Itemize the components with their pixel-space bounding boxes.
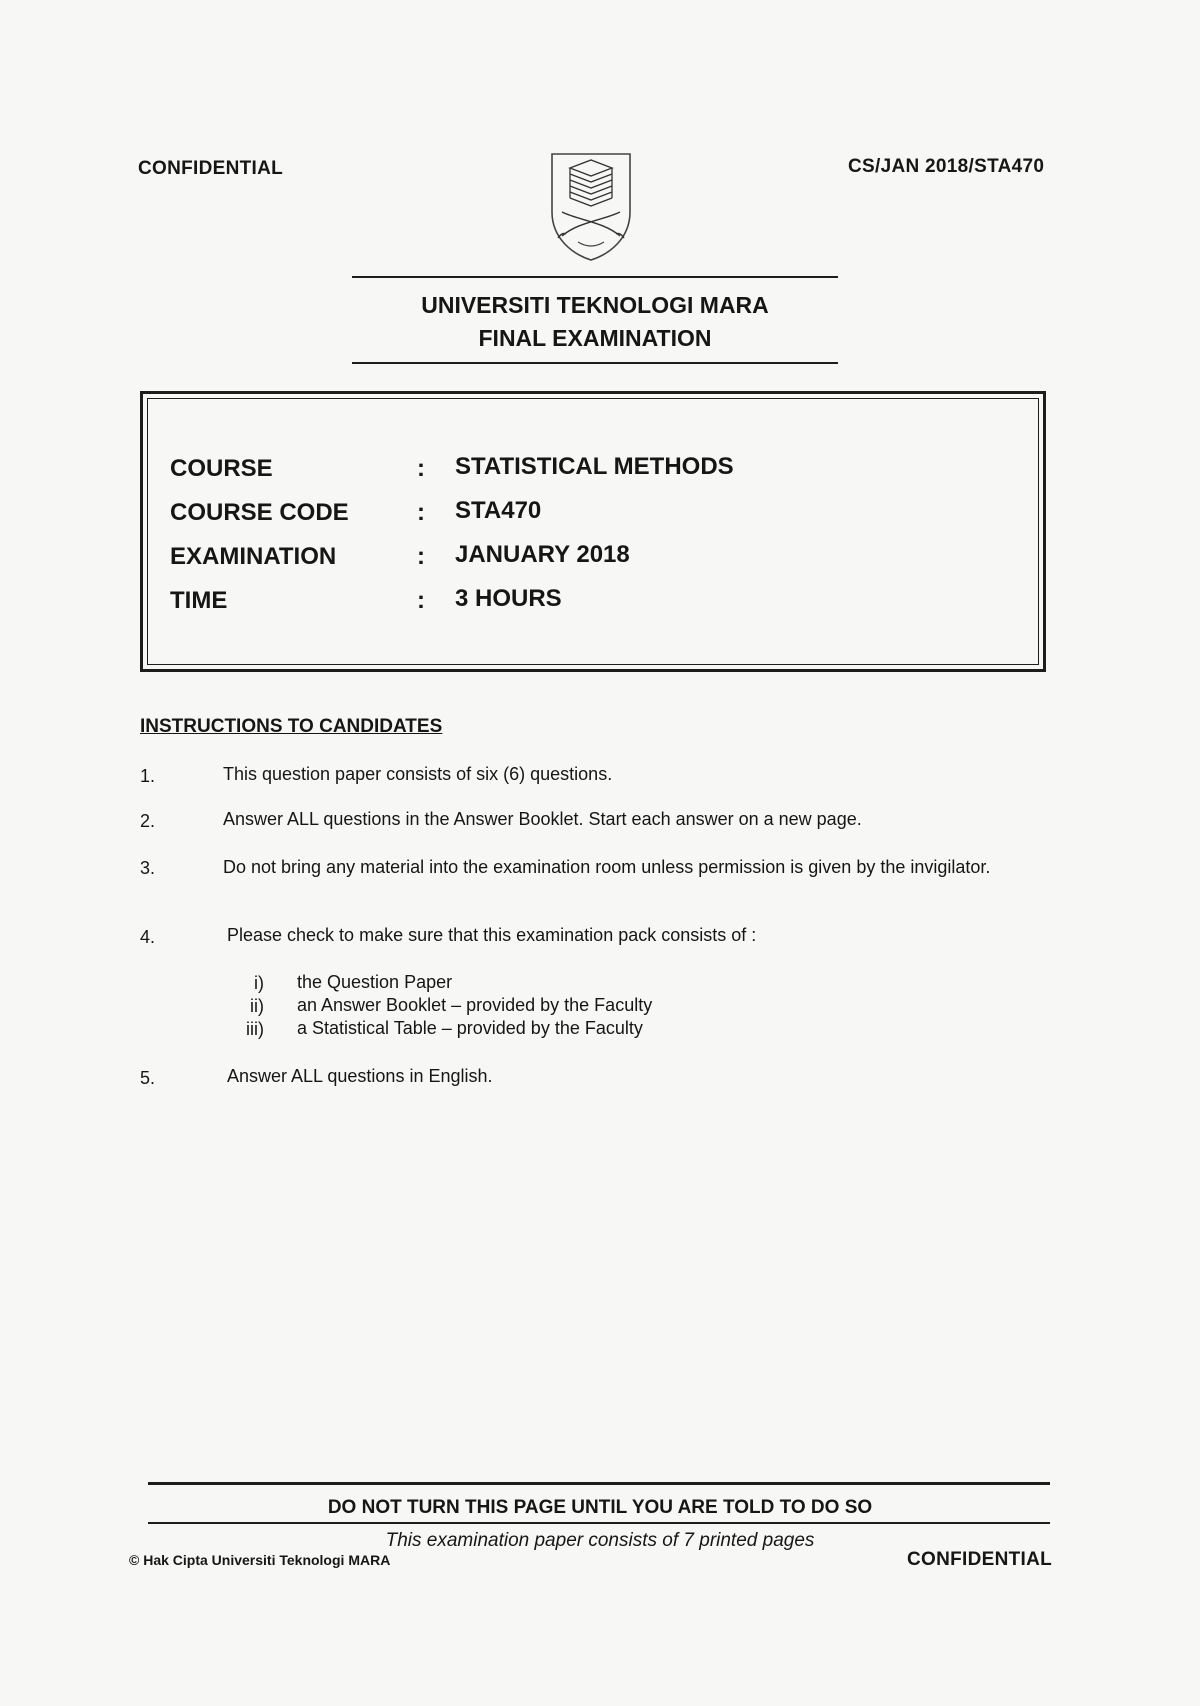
course-label: COURSE (170, 455, 273, 482)
instruction-number: 1. (140, 766, 156, 786)
footer-rule-bottom (148, 1522, 1050, 1524)
time-value: 3 HOURS (455, 585, 562, 612)
course-code-label: COURSE CODE (170, 499, 349, 526)
instruction-number: 3. (140, 858, 156, 878)
instruction-number: 4. (140, 927, 156, 947)
instruction-number: 5. (140, 1068, 156, 1088)
confidential-label-top: CONFIDENTIAL (138, 158, 284, 179)
copyright-notice: © Hak Cipta Universiti Teknologi MARA (129, 1552, 391, 1568)
course-colon: : (417, 455, 425, 482)
printed-pages-note: This examination paper consists of 7 printed pages (385, 1530, 815, 1551)
examination-value: JANUARY 2018 (455, 541, 630, 568)
exam-type-title: FINAL EXAMINATION (478, 325, 712, 351)
title-rule-bottom (352, 362, 838, 364)
instruction-text: Please check to make sure that this examination pack consists of : (227, 925, 757, 945)
university-crest-icon (548, 150, 634, 262)
pack-item-number: i) (254, 973, 264, 993)
paper-reference-code: CS/JAN 2018/STA470 (848, 156, 1045, 177)
confidential-label-bottom: CONFIDENTIAL (907, 1549, 1053, 1570)
footer-rule-top (148, 1482, 1050, 1485)
course-code-value: STA470 (455, 497, 542, 524)
time-label: TIME (170, 587, 228, 614)
course-value: STATISTICAL METHODS (455, 453, 734, 480)
instruction-text: Answer ALL questions in English. (227, 1066, 493, 1086)
time-colon: : (417, 587, 425, 614)
university-name: UNIVERSITI TEKNOLOGI MARA (421, 292, 769, 318)
do-not-turn-warning: DO NOT TURN THIS PAGE UNTIL YOU ARE TOLD TO DO SO (327, 1497, 873, 1518)
pack-item-text: an Answer Booklet – provided by the Faculty (297, 995, 653, 1015)
instruction-number: 2. (140, 811, 156, 831)
course-code-colon: : (417, 499, 425, 526)
instruction-text: This question paper consists of six (6) questions. (223, 764, 613, 784)
pack-item-text: the Question Paper (297, 972, 453, 992)
title-rule-top (352, 276, 838, 278)
pack-item-text: a Statistical Table – provided by the Faculty (297, 1018, 643, 1038)
instruction-text: Answer ALL questions in the Answer Booklet. Start each answer on a new page. (223, 809, 862, 829)
examination-colon: : (417, 543, 425, 570)
instructions-title: INSTRUCTIONS TO CANDIDATES (140, 716, 443, 737)
instruction-text: Do not bring any material into the examination room unless permission is given by the invigilator. (223, 857, 991, 877)
pack-item-number: ii) (250, 996, 264, 1016)
pack-item-number: iii) (246, 1019, 264, 1039)
examination-label: EXAMINATION (170, 543, 337, 570)
course-details-box (140, 391, 1046, 672)
